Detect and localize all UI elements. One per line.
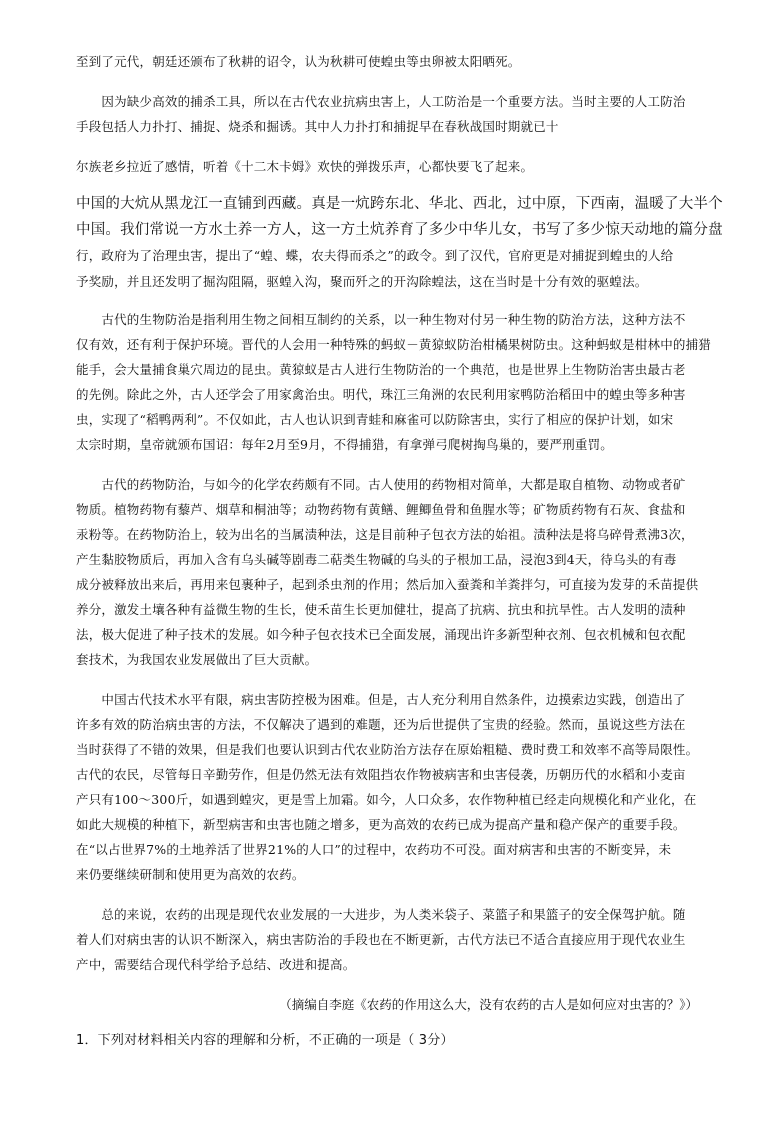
text-line: 中国。我们常说一方水土养一方人，这一方土炕养育了多少中华儿女，书写了多少惊天动地的篇分盘 [76,222,723,238]
text-line: 产只有100～300斤，如遇到蝗灾，更是雪上加霜。如今，人口众多，农作物种植已经走向规模化和产业化，在 [76,792,697,807]
text-line: 产生黏胶物质后，再加入含有乌头碱等剧毒二萜类生物碱的乌头的子根加工品，浸泡3到4天，待乌头的有毒 [76,552,677,567]
text-line: 法，极大促进了种子技术的发展。如今种子包衣技术已全面发展，涌现出许多新型种衣剂、包衣机械和包衣配 [76,627,686,642]
text-line: 古代的农民，尽管每日辛勤劳作，但是仍然无法有效阻挡农作物被病害和虫害侵袭，历朝历代的水稻和小麦亩 [76,767,686,782]
text-line: 太宗时期，皇帝就颁布国诏：每年2月至9月，不得捕猎，有拿弹弓爬树掏鸟巢的，要严刑重罚。 [76,437,614,452]
text-line: 着人们对病虫害的认识不断深入，病虫害防治的手段也在不断更新，古代方法已不适合直接应用于现代农业生 [76,932,686,947]
text-line: 套技术，为我国农业发展做出了巨大贡献。 [76,652,318,667]
text-line: 如此大规模的种植下，新型病害和虫害也随之增多，更为高效的农药已成为提高产量和稳产保产的重要手段。 [76,817,686,832]
text-line: 许多有效的防治病虫害的方法，不仅解决了遇到的难题，还为后世提供了宝贵的经验。然而，虽说这些方法在 [76,717,686,732]
text-line: 手段包括人力扑打、捕捉、烧杀和掘诱。其中人力扑打和捕捉早在春秋战国时期就已十 [76,119,559,134]
text-line: 行，政府为了治理虫害，提出了“蝗、蝶，农夫得而杀之”的政令。到了汉代，官府更是对捕捉到蝗虫的人给 [76,248,674,263]
question-text: 1．下列对材料相关内容的理解和分析，不正确的一项是（ 3分） [76,1033,454,1048]
text-line: 尔族老乡拉近了感情，听着《十二木卡姆》欢快的弹拨乐声，心都快要飞了起来。 [76,159,534,174]
text-line: 能手，会大量捕食巢穴周边的昆虫。黄猄蚁是古人进行生物防治的一个典范，也是世界上生物防治害虫最古老 [76,362,686,377]
text-line: 物质。植物药物有藜芦、烟草和桐油等；动物药物有黄鳝、鲤鲫鱼骨和鱼腥水等；矿物质药物有石灰、食盐和 [76,502,686,517]
text-line: 古代的生物防治是指利用生物之间相互制约的关系，以一种生物对付另一种生物的防治方法，这种方法不 [76,312,686,327]
text-line: 予奖励，并且还发明了掘沟阻隔，驱蝗入沟，聚而歼之的开沟除蝗法，这在当时是十分有效的驱蝗法。 [76,274,648,289]
source-citation: （摘编自李庭《农药的作用这么大，没有农药的古人是如何应对虫害的？》） [279,997,698,1012]
text-line: 仅有效，还有利于保护环境。晋代的人会用一种特殊的蚂蚁－黄猄蚁防治柑橘果树防虫。这种蚂蚁是柑林中的捕猎 [76,337,712,352]
text-line: 当时获得了不错的效果，但是我们也要认识到古代农业防治方法存在原始粗糙、费时费工和效率不高等局限性。 [76,742,699,757]
text-line: 总的来说，农药的出现是现代农业发展的一大进步，为人类米袋子、菜篮子和果篮子的安全保驾护航。随 [76,907,686,922]
text-line: 汞粉等。在药物防治上，较为出名的当属渍种法，这是目前种子包衣方法的始祖。渍种法是将乌碎骨煮沸3次， [76,527,694,542]
text-line: 来仍要继续研制和使用更为高效的农药。 [76,867,305,882]
text-line: 至到了元代，朝廷还颁布了秋耕的诏令，认为秋耕可使蝗虫等虫卵被太阳晒死。 [76,54,521,69]
text-line: 的先例。除此之外，古人还学会了用家禽治虫。明代，珠江三角洲的农民利用家鸭防治稻田中的蝗虫等多种害 [76,387,686,402]
text-line: 成分被释放出来后，再用来包裹种子，起到杀虫剂的作用；然后加入蚕粪和羊粪拌匀，可直接为发芽的禾苗提供 [76,577,699,592]
text-line: 养分，激发土壤各种有益微生物的生长，使禾苗生长更加健壮，提高了抗病、抗虫和抗旱性。古人发明的渍种 [76,602,686,617]
text-line: 在“以占世界7%的土地养活了世界21%的人口”的过程中，农药功不可没。面对病害和虫害的不断变异，未 [76,842,672,857]
text-line: 中国的大炕从黑龙江一直铺到西藏。真是一炕跨东北、华北、西北，过中原，下西南，温暖了大半个 [76,196,723,212]
text-line: 产中，需要结合现代科学给予总结、改进和提高。 [76,957,356,972]
text-line: 虫，实现了“稻鸭两利”。不仅如此，古人也认识到青蛙和麻雀可以防除害虫，实行了相应的保护计划，如宋 [76,412,674,427]
text-line: 古代的药物防治，与如今的化学农药颇有不同。古人使用的药物相对简单，大都是取自植物、动物或者矿 [76,477,686,492]
text-line: 因为缺少高效的捕杀工具，所以在古代农业抗病虫害上，人工防治是一个重要方法。当时主要的人工防治 [76,94,686,109]
text-line: 中国古代技术水平有限，病虫害防控极为困难。但是，古人充分利用自然条件，边摸索边实践，创造出了 [76,692,686,707]
